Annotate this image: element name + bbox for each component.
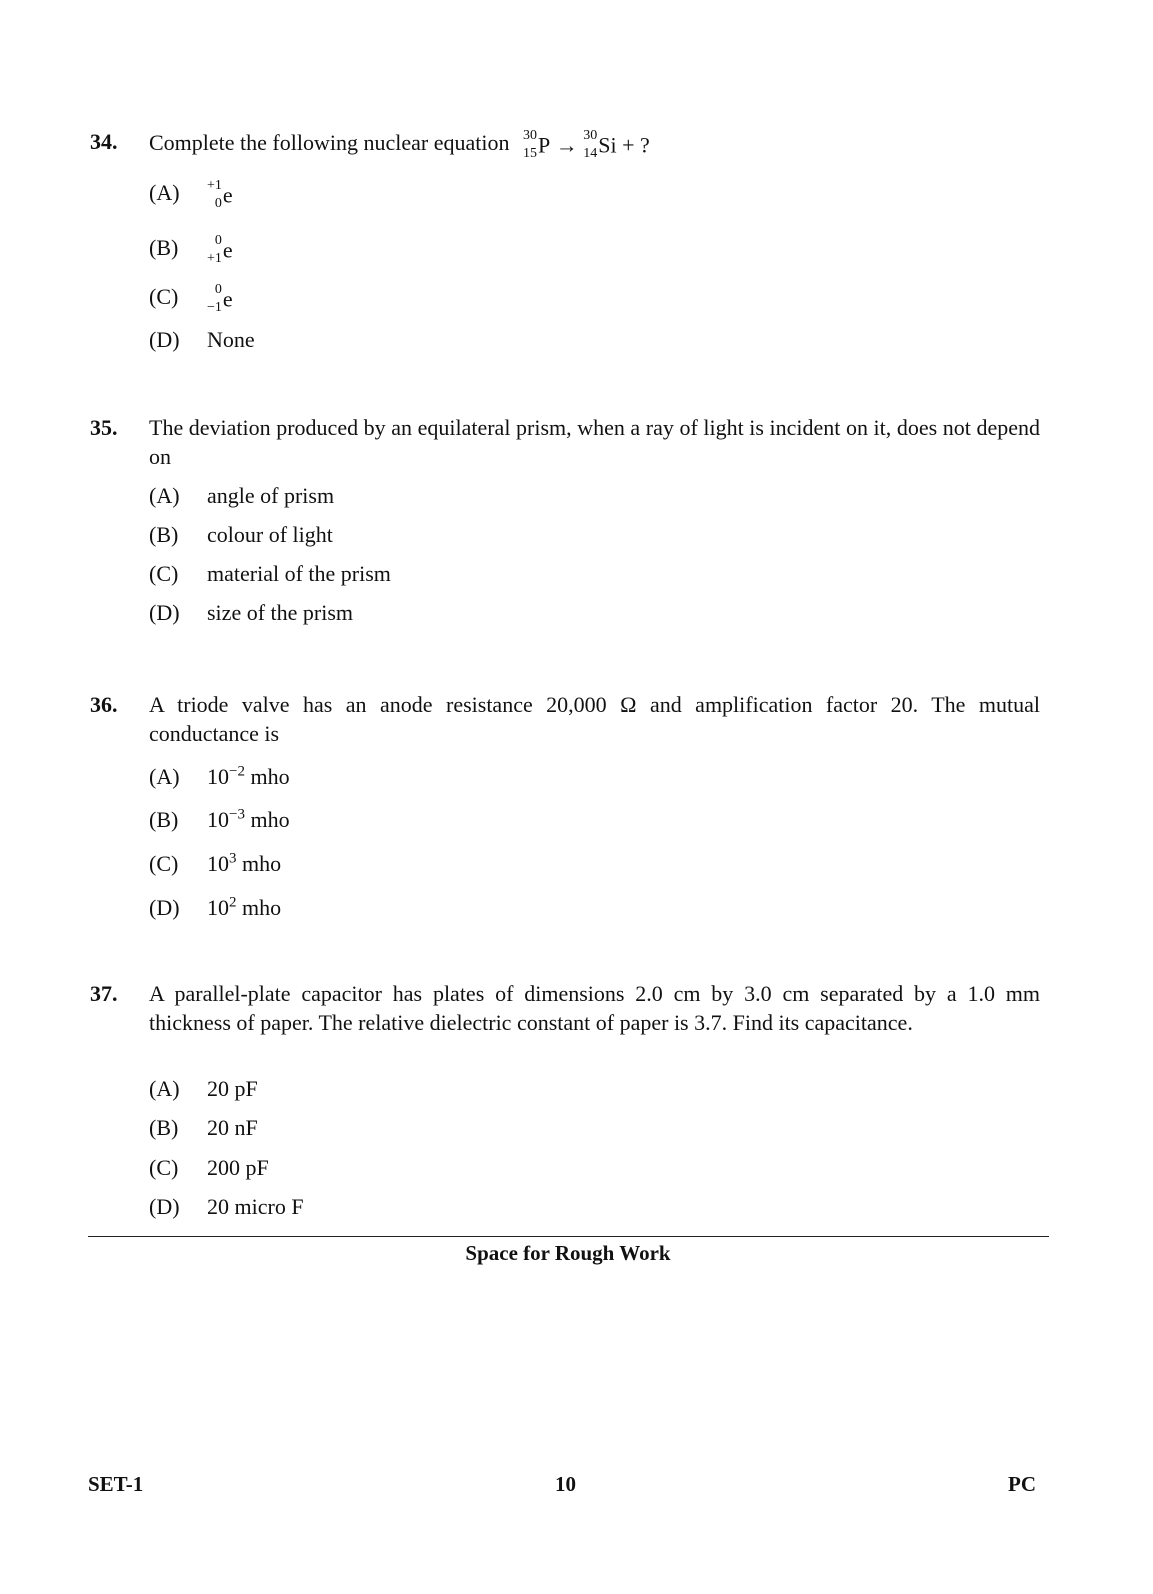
option-a: (A) 20 pF xyxy=(149,1076,258,1101)
option-d: (D) 20 micro F xyxy=(149,1194,304,1219)
footer-code: PC xyxy=(1008,1472,1036,1496)
option-b: (B) 20 nF xyxy=(149,1115,258,1140)
option-c: (C) $10^3$ mho xyxy=(149,850,282,876)
arrow-icon: → xyxy=(555,132,578,158)
question-text: A triode valve has an anode resistance 20,000 Ω and amplification factor 20. The mutual conductance is xyxy=(149,692,1040,746)
footer-set: SET-1 xyxy=(88,1472,144,1496)
question-number: 36. xyxy=(90,692,118,717)
question-35 xyxy=(90,413,1040,625)
option-b: (B) colour of light xyxy=(149,522,333,547)
option-d: (D) $10^2$ mho xyxy=(149,894,282,920)
divider xyxy=(88,1236,1049,1237)
option-c: (C) material of the prism xyxy=(149,561,391,586)
option-a: (A) +1 0 e xyxy=(149,178,233,211)
question-text: A parallel-plate capacitor has plates of dimensions 2.0 cm by 3.0 cm separated by a 1.0 mm thickness of paper. The relative dielectric constant of paper is 3.7. Find its capacitance. xyxy=(149,981,1040,1035)
phosphorus-nuclide: 30 15 xyxy=(522,128,537,161)
option-b: (B) $10^{-3}$ mho xyxy=(149,806,290,832)
option-c: (C) 0 −1 e xyxy=(149,282,233,315)
question-number: 35. xyxy=(90,415,118,440)
option-a: (A) angle of prism xyxy=(149,483,335,508)
option-a: (A) $10^{-2}$ mho xyxy=(149,763,290,789)
question-34 xyxy=(90,127,1040,352)
question-37 xyxy=(90,979,1040,1219)
question-text: The deviation produced by an equilateral prism, when a ray of light is incident on it, does not depend on xyxy=(149,415,1040,469)
page-number: 10 xyxy=(555,1472,576,1496)
question-number: 34. xyxy=(90,129,118,154)
option-d: (D) size of the prism xyxy=(149,600,354,625)
option-c: (C) 200 pF xyxy=(149,1155,269,1180)
option-b: (B) 0 +1 e xyxy=(149,233,233,266)
silicon-nuclide: 30 14 xyxy=(583,128,598,161)
option-d: (D) None xyxy=(149,327,255,352)
question-number: 37. xyxy=(90,981,118,1006)
question-36 xyxy=(90,690,1040,920)
rough-work-heading: Space for Rough Work xyxy=(465,1241,671,1265)
question-text: Complete the following nuclear equation 30 15 P → 30 14 Si + ? xyxy=(149,128,650,161)
